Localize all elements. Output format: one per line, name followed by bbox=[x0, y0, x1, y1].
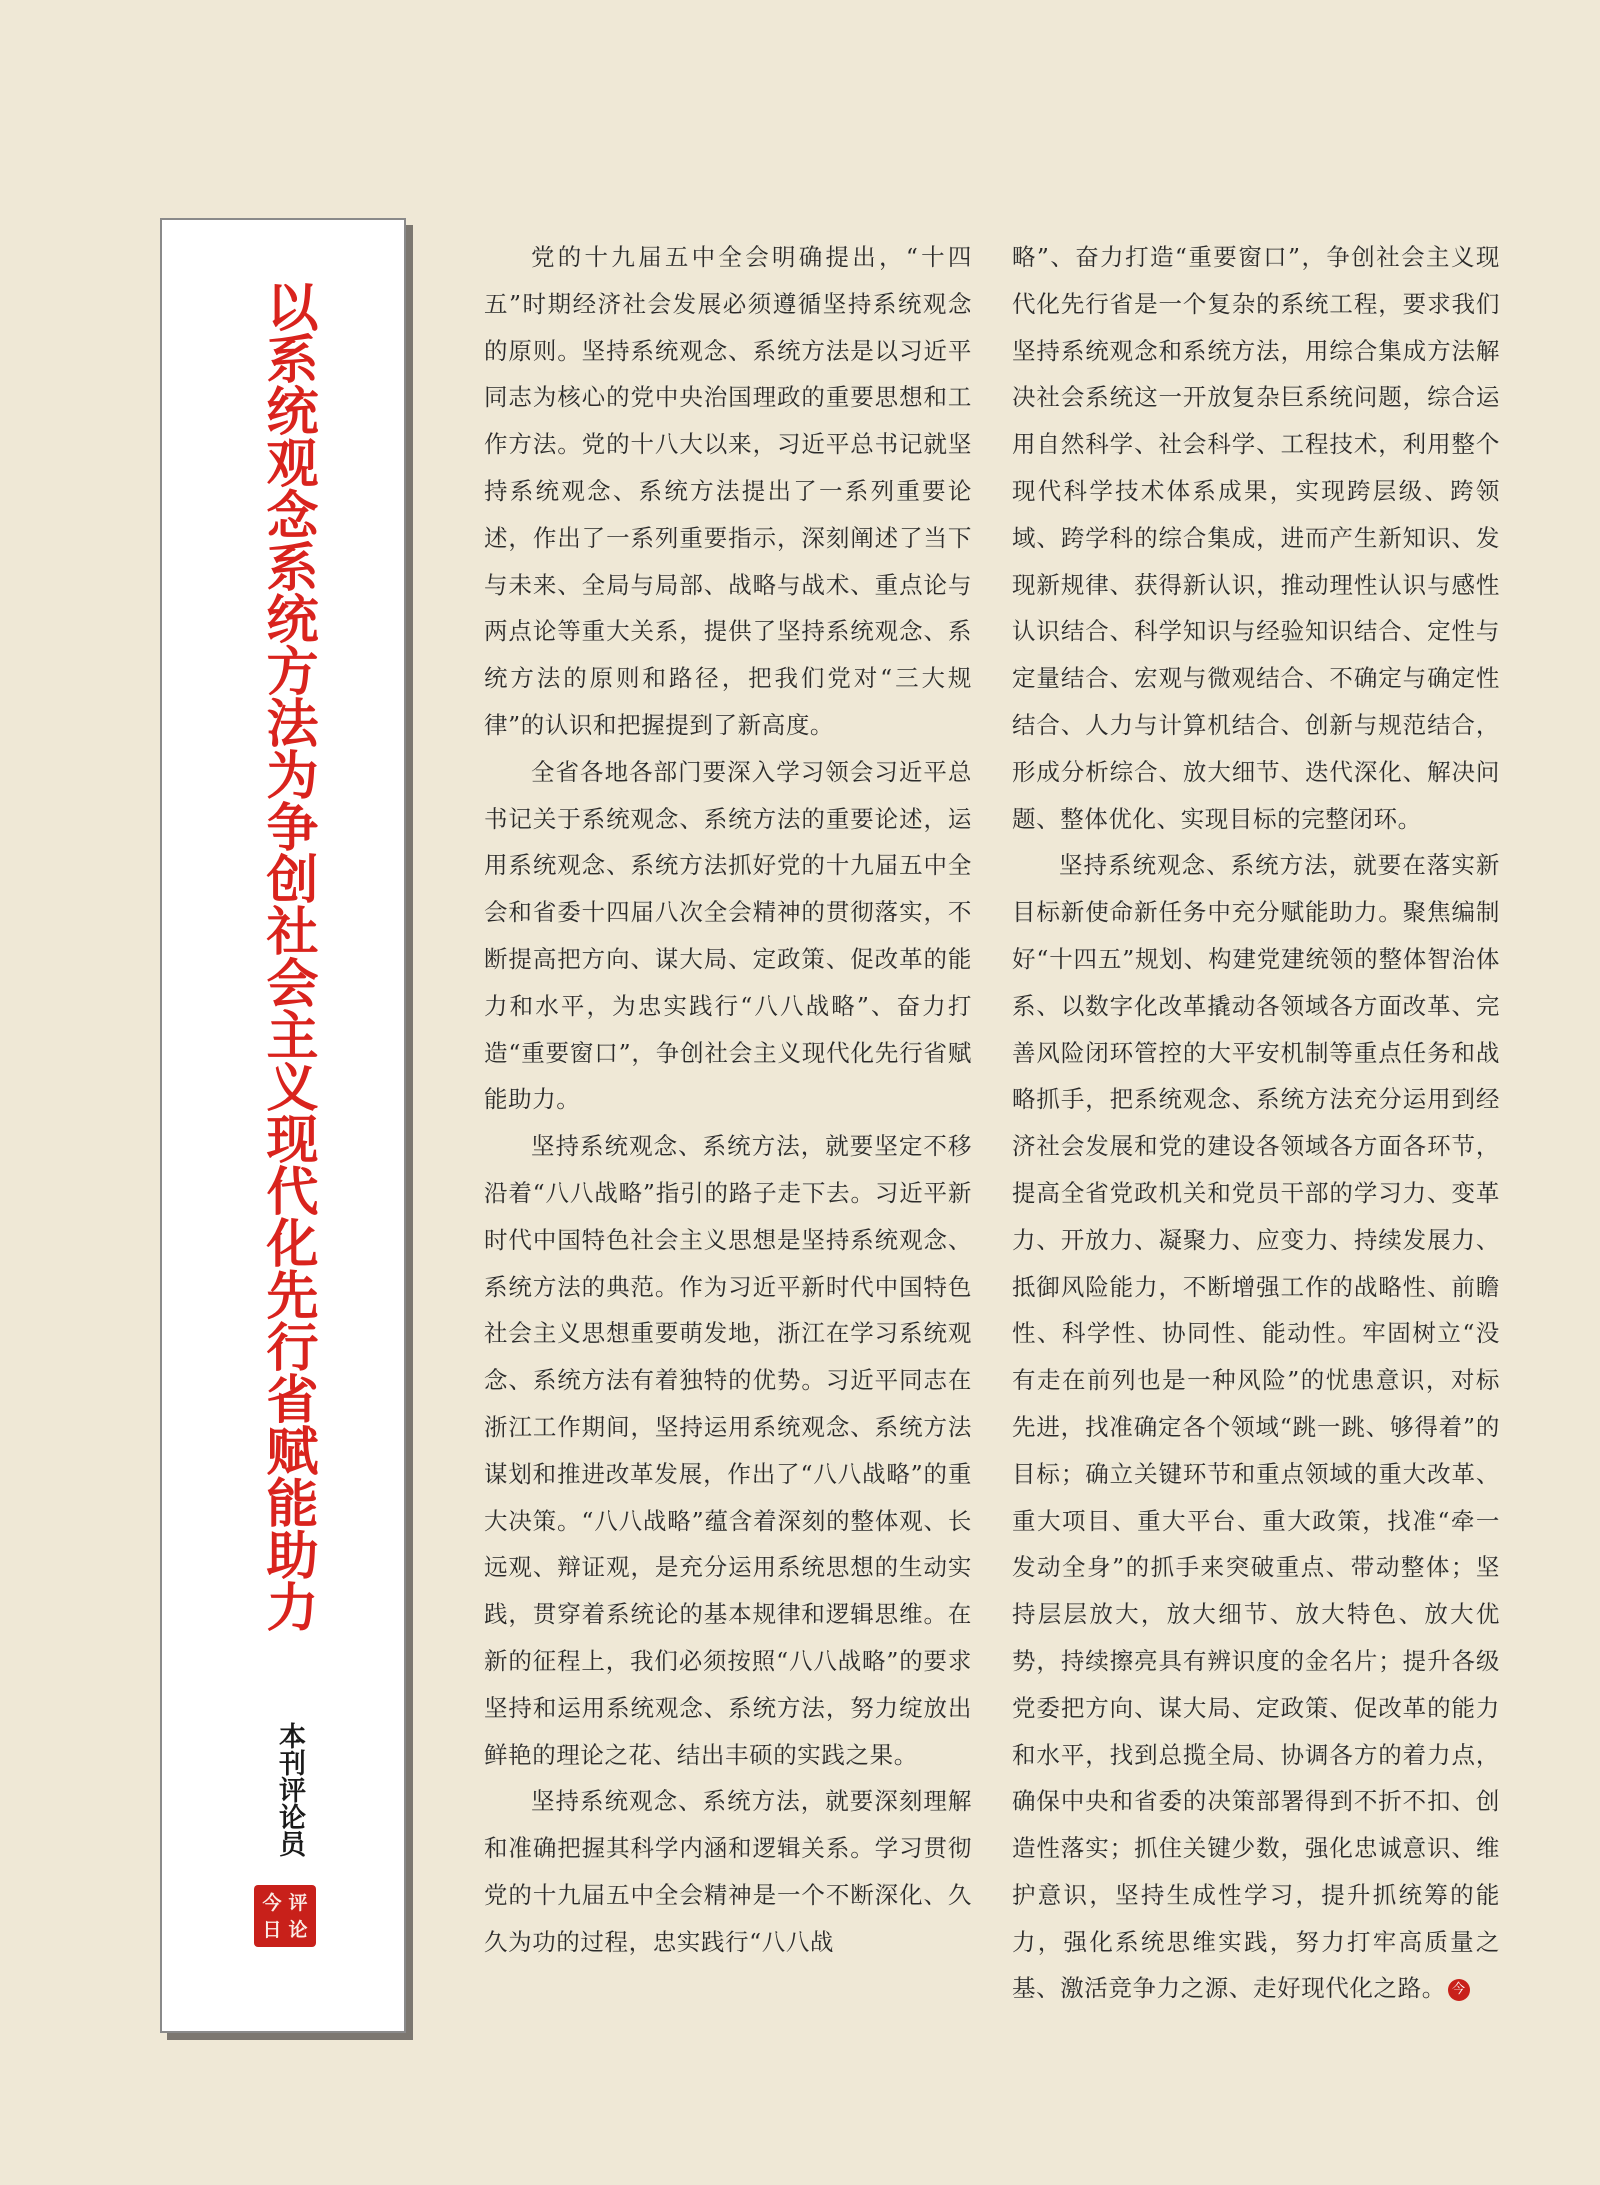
paragraph bbox=[1012, 842, 1500, 2012]
seal-char: 今 bbox=[262, 1891, 282, 1914]
paragraph: 党的十九届五中全会明确提出，“十四五”时期经济社会发展必须遵循坚持系统观念的原则。坚持系统观念、系统方法是以习近平同志为核心的党中央治国理政的重要思想和工作方法。党的十八大以来，习近平总书记就坚持系统观念、系统方法提出了一系列重要论述，作出了一系列重要指示，深刻阐述了当下与未来、全局与局部、战略与战术、重点论与两点论等重大关系，提供了坚持系统观念、系统方法的原则和路径，把我们党对“三大规律”的认识和把握提到了新高度。 bbox=[484, 243, 972, 739]
right-column bbox=[1012, 234, 1500, 2012]
article-title: 以系统观念系统方法为争创社会主义现代化先行省赋能助力 bbox=[257, 280, 317, 1632]
seal-char: 日 bbox=[262, 1918, 282, 1941]
paragraph: 全省各地各部门要深入学习领会习近平总书记关于系统观念、系统方法的重要论述，运用系统观念、系统方法抓好党的十九届五中全会和省委十四届八次全会精神的贯彻落实，不断提高把方向、谋大局、定政策、促改革的能力和水平，为忠实践行“八八战略”、奋力打造“重要窗口”，争创社会主义现代化先行省赋能助力。 bbox=[484, 757, 972, 1114]
red-seal-stamp bbox=[254, 1885, 316, 1947]
left-column bbox=[484, 234, 972, 1965]
byline: 本刊评论员 bbox=[274, 1722, 305, 1857]
paragraph-text: 坚持系统观念、系统方法，就要在落实新目标新使命新任务中充分赋能助力。聚焦编制好“十四五”规划、构建党建统领的整体智治体系、以数字化改革撬动各领域各方面改革、完善风险闭环管控的大平安机制等重点任务和战略抓手，把系统观念、系统方法充分运用到经济社会发展和党的建设各领域各方面各环节，提高全省党政机关和党员干部的学习力、变革力、开放力、凝聚力、应变力、持续发展力、抵御风险能力，不断增强工作的战略性、前瞻性、科学性、协同性、能动性。牢固树立“没有走在前列也是一种风险”的忧患意识，对标先进，找准确定各个领域“跳一跳、够得着”的目标；确立关键环节和重点领域的重大改革、重大项目、重大平台、重大政策，找准“牵一发动全身”的抓手来突破重点、带动整体；坚持层层放大，放大细节、放大特色、放大优势，持续擦亮具有辨识度的金名片；提升各级党委把方向、谋大局、定政策、促改革的能力和水平，找到总揽全局、协调各方的着力点，确保中央和省委的决策部署得到不折不扣、创造性落实；抓住关键少数，强化忠诚意识、维护意识，坚持生成性学习，提升抓统筹的能力，强化系统思维实践，努力打牢高质量之基、激活竞争力之源、走好现代化之路。 bbox=[1012, 851, 1500, 2003]
paragraph: 坚持系统观念、系统方法，就要深刻理解和准确把握其科学内涵和逻辑关系。学习贯彻党的十九届五中全会精神是一个不断深化、久久为功的过程，忠实践行“八八战 bbox=[484, 1787, 972, 1956]
seal-char: 评 bbox=[288, 1891, 308, 1914]
end-mark-icon: 今 bbox=[1448, 1979, 1470, 2001]
seal-char: 论 bbox=[288, 1918, 308, 1941]
paragraph: 略”、奋力打造“重要窗口”，争创社会主义现代化先行省是一个复杂的系统工程，要求我们坚持系统观念和系统方法，用综合集成方法解决社会系统这一开放复杂巨系统问题，综合运用自然科学、社会科学、工程技术，利用整个现代科学技术体系成果，实现跨层级、跨领域、跨学科的综合集成，进而产生新知识、发现新规律、获得新认识，推动理性认识与感性认识结合、科学知识与经验知识结合、定性与定量结合、宏观与微观结合、不确定与确定性结合、人力与计算机结合、创新与规范结合，形成分析综合、放大细节、迭代深化、解决问题、整体优化、实现目标的完整闭环。 bbox=[1012, 243, 1500, 833]
paragraph: 坚持系统观念、系统方法，就要坚定不移沿着“八八战略”指引的路子走下去。习近平新时代中国特色社会主义思想是坚持系统观念、系统方法的典范。作为习近平新时代中国特色社会主义思想重要萌发地，浙江在学习系统观念、系统方法有着独特的优势。习近平同志在浙江工作期间，坚持运用系统观念、系统方法谋划和推进改革发展，作出了“八八战略”的重大决策。“八八战略”蕴含着深刻的整体观、长远观、辩证观，是充分运用系统思想的生动实践，贯穿着系统论的基本规律和逻辑思维。在新的征程上，我们必须按照“八八战略”的要求坚持和运用系统观念、系统方法，努力绽放出鲜艳的理论之花、结出丰硕的实践之果。 bbox=[484, 1132, 972, 1769]
